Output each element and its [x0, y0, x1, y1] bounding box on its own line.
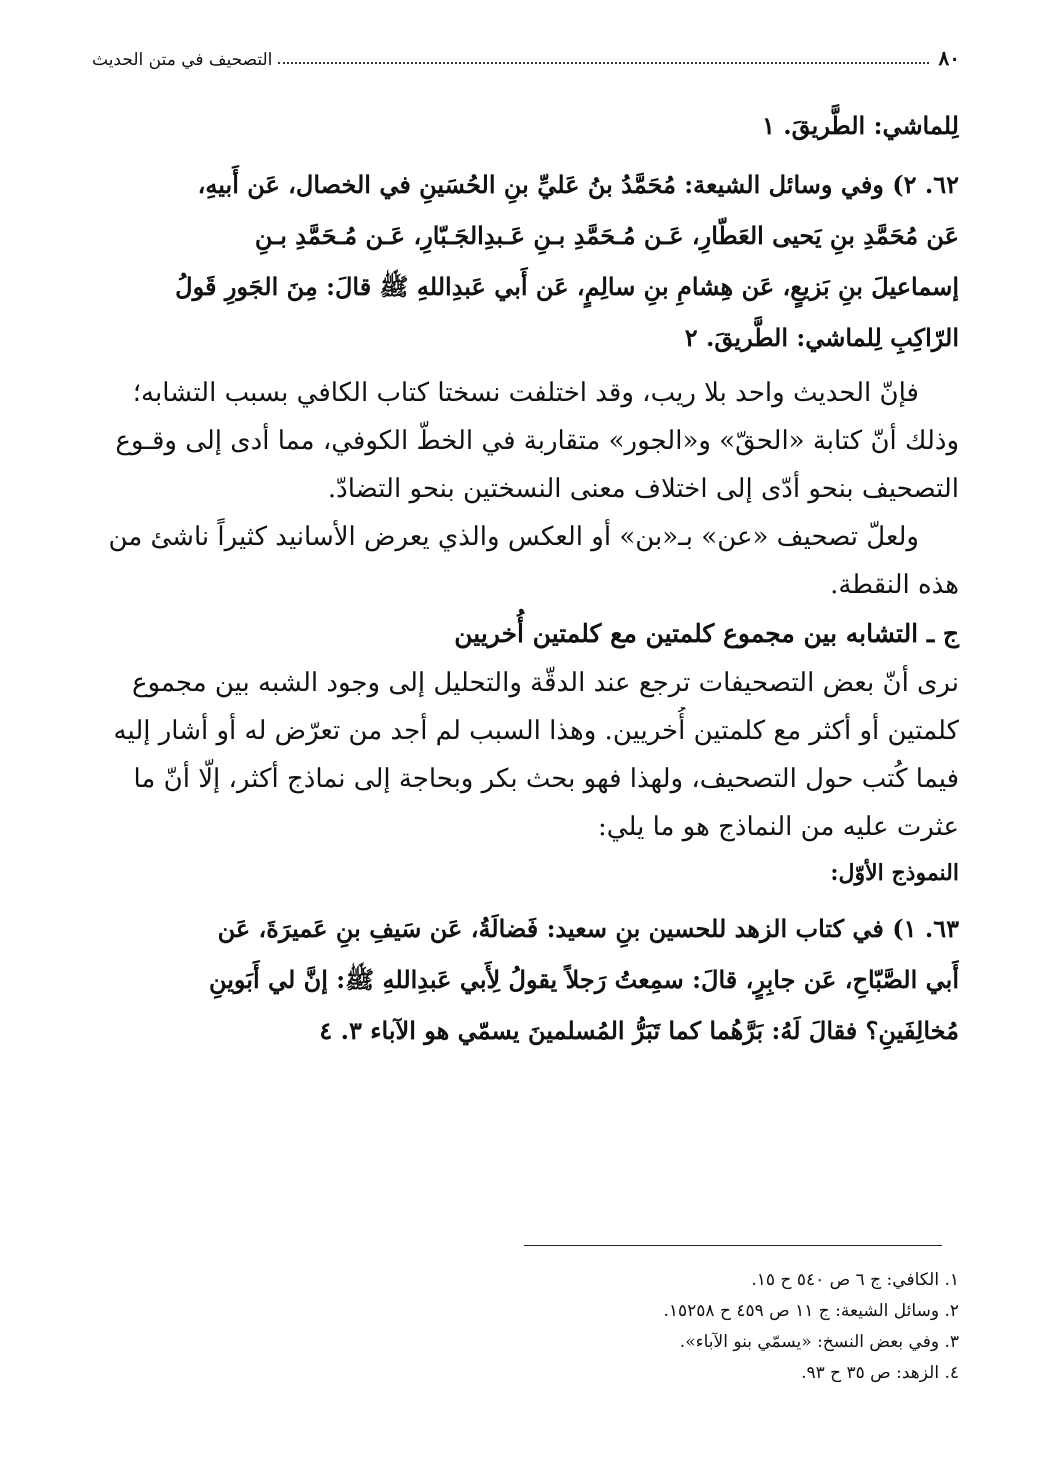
footnote: ١. الكافي: ج ٦ ص ٥٤٠ ح ١٥.: [751, 1270, 959, 1290]
footnote: ٣. وفي بعض النسخ: «يسمّي بنو الآباء».: [679, 1332, 959, 1352]
paragraph-line: هذه النقطة.: [830, 570, 959, 600]
paragraph-line: عثرت عليه من النماذج هو ما يلي:: [598, 812, 959, 842]
quote-line: ٦٣. ١) في كتاب الزهد للحسين بنِ سعيد: فَضالَةُ، عَن سَيفِ بنِ عَميرَةَ، عَن: [217, 914, 959, 943]
paragraph-line: فيما كُتب حول التصحيف، ولهذا فهو بحث بكر وبحاجة إلى نماذج أكثر، إلّا أنّ ما: [133, 764, 959, 794]
main-text: [97, 100, 959, 1056]
paragraph-line: وذلك أنّ كتابة «الحقّ» و«الجور» متقاربة في الخطّ الكوفي، مما أدى إلى وقـوع: [115, 426, 959, 456]
paragraph-line: التصحيف بنحو أدّى إلى اختلاف معنى النسختين بنحو التضادّ.: [327, 474, 959, 504]
quote-line: أَبي الصَّبّاحِ، عَن جابِرٍ، قالَ: سمِعتُ رَجلاً يقولُ لِأَبي عَبدِاللهِ ﷺ: إنَّ لي أَبَوينِ: [208, 965, 959, 994]
quote-line: عَن مُحَمَّدِ بنِ يَحيى العَطّارِ، عَـن مُـحَمَّدِ بـنِ عَـبدِالجَـبّارِ، عَـن مُـحَمَّدِ بـنِ: [254, 221, 959, 250]
paragraph-line: كلمتين أو أكثر مع كلمتين أُخريين. وهذا السبب لم أجد من تعرّض له أو أشار إليه: [113, 716, 959, 746]
hadith-quote-62: [97, 159, 959, 363]
page-number: ٨٠: [938, 46, 960, 70]
paragraph-3: [97, 659, 959, 851]
quote-line: ٦٢. ٢) وفي وسائل الشيعة: مُحَمَّدُ بنُ عَليِّ بنِ الحُسَينِ في الخصال، عَن أَبيهِ،: [197, 170, 959, 199]
paragraph-2: [97, 513, 959, 609]
running-title: التصحيف في متن الحديث: [92, 50, 273, 70]
quote-line: إسماعيلَ بنِ بَزيعٍ، عَن هِشامِ بنِ سالِمٍ، عَن أَبي عَبدِاللهِ ﷺ قالَ: مِنَ الجَورِ قَولُ: [175, 272, 959, 301]
footnote: ٢. وسائل الشيعة: ج ١١ ص ٤٥٩ ح ١٥٢٥٨.: [663, 1301, 959, 1321]
model-subheading: النموذج الأوّل:: [830, 860, 959, 886]
section-heading: ج ـ التشابه بين مجموع كلمتين مع كلمتين أُخريين: [454, 619, 959, 648]
quote-line: لِلماشي: الطَّريقَ. ١: [762, 111, 959, 140]
footnote: ٤. الزهد: ص ٣٥ ح ٩٣.: [801, 1363, 959, 1383]
hadith-quote-63: [97, 903, 959, 1056]
paragraph-1: [97, 369, 959, 513]
paragraph-line: ولعلّ تصحيف «عن» بـ«بن» أو العكس والذي يعرض الأسانيد كثيراً ناشئ من: [108, 522, 919, 552]
footnote-divider: [524, 1245, 942, 1246]
running-header: [92, 40, 960, 70]
quote-line: الرّاكِبِ لِلماشي: الطَّريقَ. ٢: [684, 323, 959, 352]
footnotes: [97, 1265, 959, 1389]
hadith-quote-61-end: [97, 100, 959, 151]
paragraph-line: نرى أنّ بعض التصحيفات ترجع عند الدقّة والتحليل إلى وجود الشبه بين مجموع: [131, 668, 959, 698]
quote-line: مُخالِفَينِ؟ فقالَ لَهُ: بَرَّهُما كما تَبَرُّ المُسلمينَ يسمّي هو الآباء ٣. ٤: [319, 1016, 959, 1045]
header-dot-leader: [278, 62, 928, 64]
paragraph-line: فإنّ الحديث واحد بلا ريب، وقد اختلفت نسختا كتاب الكافي بسبب التشابه؛: [132, 378, 919, 408]
